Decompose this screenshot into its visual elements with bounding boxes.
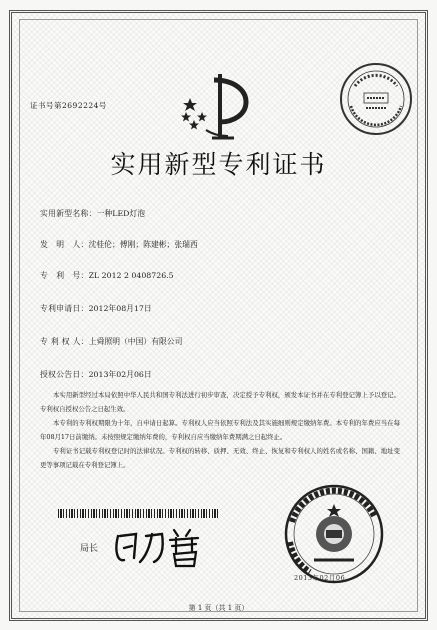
registration-stamp-icon [337, 60, 415, 138]
sipo-emblem-icon [176, 68, 258, 148]
grant-date-row [40, 369, 152, 380]
certificate-body [40, 388, 400, 472]
patent-number-row [40, 270, 174, 281]
filing-date-row [40, 303, 152, 314]
grant-date-value: 2013年02月06日 [88, 370, 152, 379]
certificate-number: 证书号第2692224号 [30, 101, 107, 110]
patent-number-value: ZL 2012 2 0408726.5 [88, 271, 174, 280]
owner-value: 上舜照明（中国）有限公司 [88, 337, 183, 346]
director-label: 局长 [80, 544, 99, 554]
owner-row [40, 336, 182, 347]
patent-number-label: 专 利 号： [40, 271, 89, 280]
body-paragraph: 专利证书记载专利权登记时的法律状况。专利权的转移、质押、无效、终止、恢复和专利权人的姓名或名称、国籍、地址变更等事项记载在专利登记簿上。 [40, 447, 400, 469]
director-signature [110, 522, 220, 572]
page-footer: 第 1 页（共 1 页） [188, 604, 249, 612]
inventor-row [40, 239, 198, 250]
seal-date: 2013年02月06 [294, 574, 346, 582]
inventor-label: 发 明 人： [40, 240, 89, 249]
grant-date-label: 授权公告日： [40, 370, 89, 379]
filing-date-value: 2012年08月17日 [88, 304, 152, 313]
filing-date-label: 专利申请日： [40, 304, 89, 313]
utility-model-name-row [40, 208, 145, 219]
barcode [58, 509, 218, 518]
owner-label: 专 利 权 人： [40, 337, 89, 346]
name-label: 实用新型名称： [40, 209, 97, 218]
certificate-title: 实用新型专利证书 [110, 150, 327, 179]
body-paragraph: 本专利的专利权期限为十年，自申请日起算。专利权人应当依照专利法及其实施细则规定缴纳年费。本专利的年费应当在每年08月17日前缴纳。未按照规定缴纳年费的，专利权自应当缴纳年费期满之日起终止。 [40, 419, 400, 441]
inventor-value: 沈桂伦；傅刚；陈建彬；张瑞西 [88, 240, 198, 249]
body-paragraph: 本实用新型经过本局依照中华人民共和国专利法进行初步审查，决定授予专利权，颁发本证书并在专利登记簿上予以登记。专利权自授权公告之日起生效。 [40, 391, 400, 413]
name-value: 一种LED灯泡 [96, 209, 145, 218]
